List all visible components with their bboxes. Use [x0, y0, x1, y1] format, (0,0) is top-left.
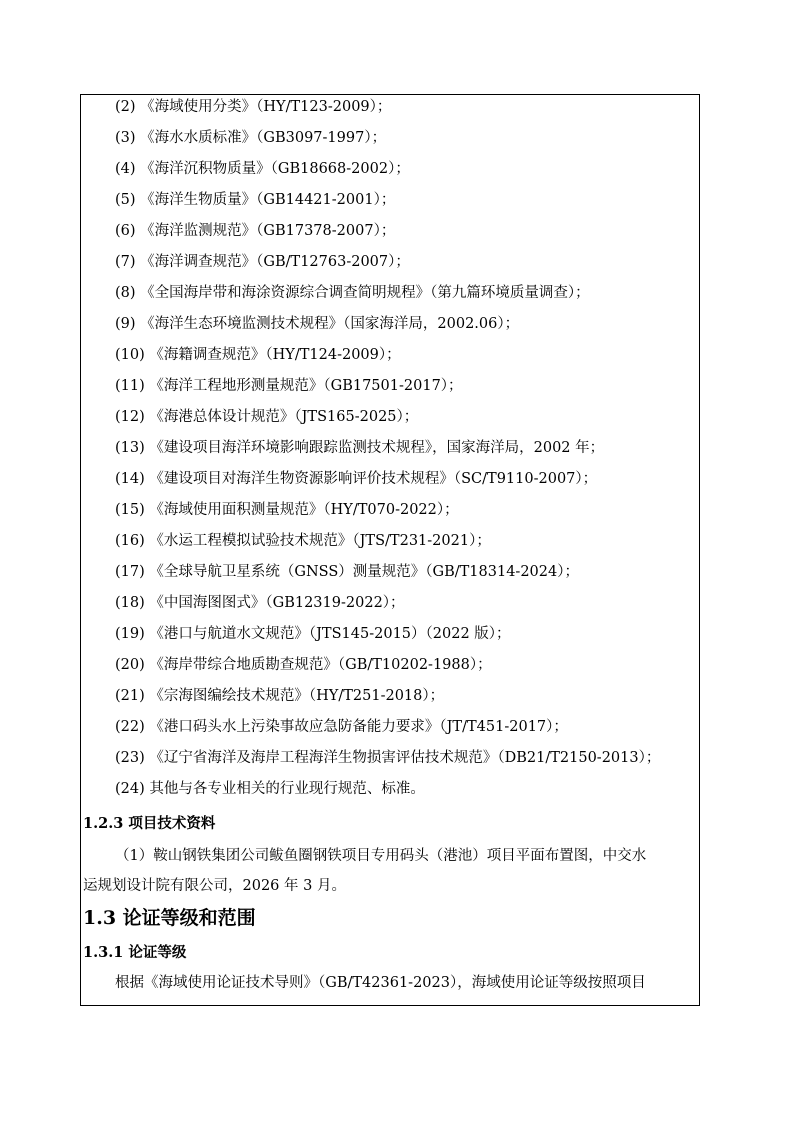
reference-item: (10) 《海籍调查规范》（HY/T124-2009）； [115, 347, 401, 363]
reference-item: (14) 《建设项目对海洋生物资源影响评价技术规程》（SC/T9110-2007）； [115, 471, 598, 487]
reference-item: (19) 《港口与航道水文规范》（JTS145-2015）（2022 版）； [115, 626, 511, 642]
reference-item: (17) 《全球导航卫星系统（GNSS）测量规范》（GB/T18314-2024）； [115, 564, 579, 580]
section-heading-1-2-3: 1.2.3 项目技术资料 [83, 815, 216, 832]
reference-item: (21) 《宗海图编绘技术规范》（HY/T251-2018）； [115, 688, 445, 704]
reference-item: (11) 《海洋工程地形测量规范》（GB17501-2017）； [115, 378, 463, 394]
reference-item: (18) 《中国海图图式》（GB12319-2022）； [115, 595, 405, 611]
reference-item: (8) 《全国海岸带和海涂资源综合调查简明规程》（第九篇环境质量调查）； [115, 285, 590, 301]
section-heading-1-3: 1.3 论证等级和范围 [83, 907, 256, 929]
reference-item: (16) 《水运工程模拟试验技术规范》（JTS/T231-2021）； [115, 533, 491, 549]
reference-item: (24) 其他与各专业相关的行业现行规范、标准。 [115, 781, 425, 797]
reference-item: (13) 《建设项目海洋环境影响跟踪监测技术规程》，国家海洋局，2002 年； [115, 440, 605, 456]
reference-item: (3) 《海水水质标准》（GB3097-1997）； [115, 130, 387, 146]
section-1-2-3-paragraph-line2: 运规划设计院有限公司，2026 年 3 月。 [83, 878, 346, 894]
reference-item: (22) 《港口码头水上污染事故应急防备能力要求》（JT/T451-2017）； [115, 719, 568, 735]
reference-item: (20) 《海岸带综合地质勘查规范》（GB/T10202-1988）； [115, 657, 492, 673]
reference-item: (4) 《海洋沉积物质量》（GB18668-2002）； [115, 161, 410, 177]
reference-item: (9) 《海洋生态环境监测技术规程》（国家海洋局，2002.06）； [115, 316, 520, 332]
section-heading-1-3-1: 1.3.1 论证等级 [83, 944, 187, 961]
section-1-3-1-paragraph-line1: 根据《海域使用论证技术导则》（GB/T42361-2023），海域使用论证等级按照项目 [115, 975, 646, 991]
reference-item: (6) 《海洋监测规范》（GB17378-2007）； [115, 223, 396, 239]
reference-item: (5) 《海洋生物质量》（GB14421-2001）； [115, 192, 396, 208]
reference-item: (12) 《海港总体设计规范》（JTS165-2025）； [115, 409, 419, 425]
section-1-2-3-paragraph-line1: （1）鞍山钢铁集团公司鲅鱼圈钢铁项目专用码头（港池）项目平面布置图，中交水 [115, 848, 647, 864]
reference-item: (15) 《海域使用面积测量规范》（HY/T070-2022）； [115, 502, 459, 518]
reference-item: (2) 《海域使用分类》（HY/T123-2009）； [115, 99, 392, 115]
reference-item: (7) 《海洋调查规范》（GB/T12763-2007）； [115, 254, 410, 270]
reference-item: (23) 《辽宁省海洋及海岸工程海洋生物损害评估技术规范》（DB21/T2150-2013）； [115, 750, 661, 766]
